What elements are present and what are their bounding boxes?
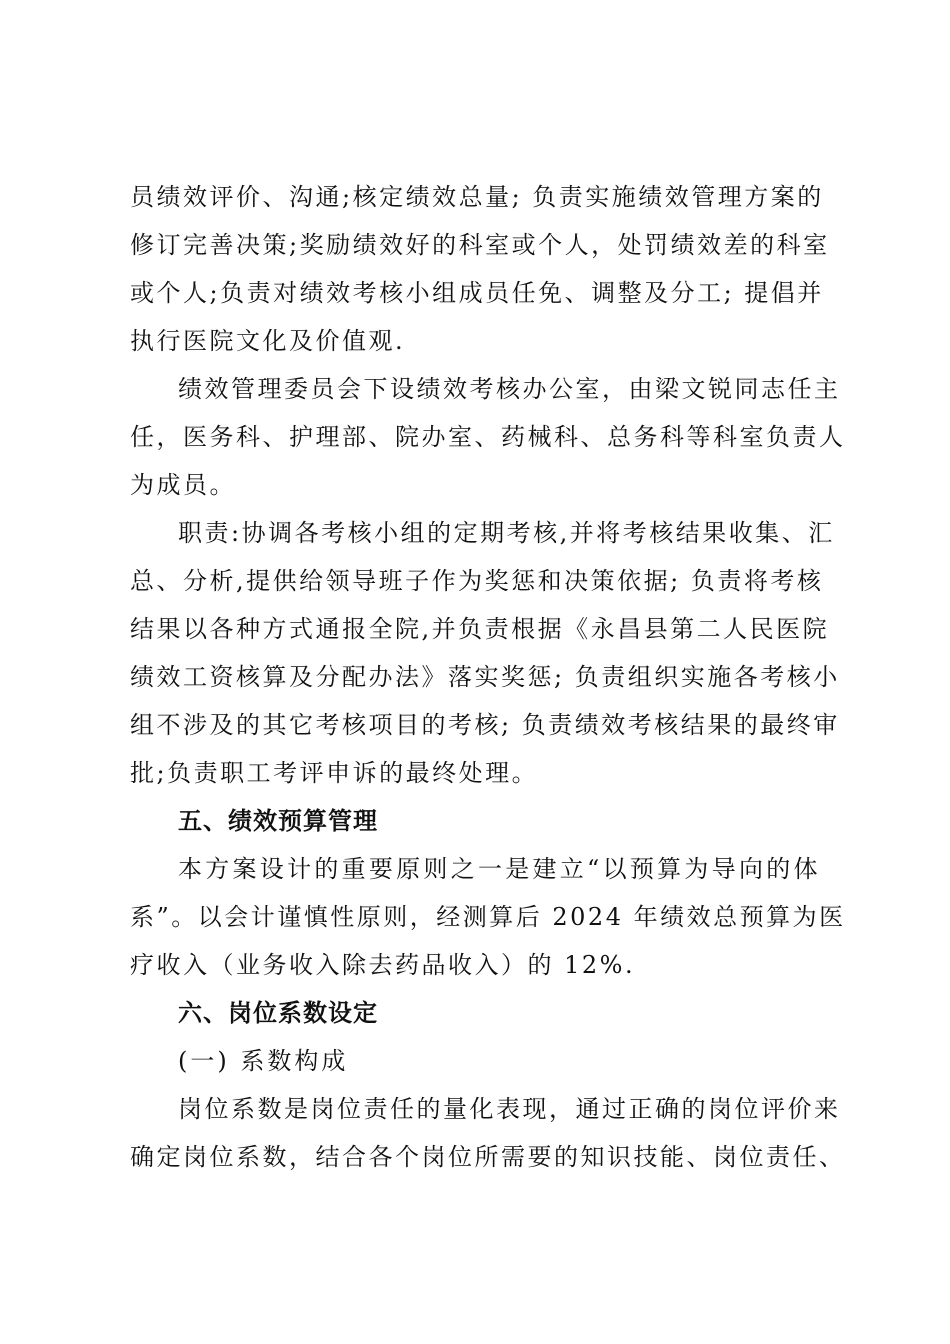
text-line: 岗位系数是岗位责任的量化表现，通过正确的岗位评价来 <box>178 1095 841 1123</box>
text-line: 绩效工资核算及分配办法》落实奖惩; 负责组织实施各考核小 <box>130 663 840 691</box>
text-line: 总、分析,提供给领导班子作为奖惩和决策依据; 负责将考核 <box>130 567 824 595</box>
text-line: 职责:协调各考核小组的定期考核,并将考核结果收集、汇 <box>178 519 835 547</box>
section-heading: 六、岗位系数设定 <box>178 999 378 1027</box>
section-heading: 五、绩效预算管理 <box>178 807 378 835</box>
text-line: 组不涉及的其它考核项目的考核; 负责绩效考核结果的最终审 <box>130 711 840 739</box>
text-line: 执行医院文化及价值观. <box>130 327 406 355</box>
text-line: 为成员。 <box>130 471 236 499</box>
text-line: 本方案设计的重要原则之一是建立“以预算为导向的体 <box>178 855 820 883</box>
text-line: 员绩效评价、沟通;核定绩效总量; 负责实施绩效管理方案的 <box>130 183 824 211</box>
text-line: 确定岗位系数，结合各个岗位所需要的知识技能、岗位责任、 <box>130 1143 846 1171</box>
text-line: 系”。以会计谨慎性原则，经测算后 2024 年绩效总预算为医 <box>130 903 846 931</box>
subsection-heading: (一) 系数构成 <box>178 1047 349 1075</box>
text-line: 任，医务科、护理部、院办室、药械科、总务科等科室负责人 <box>130 423 846 451</box>
text-line: 或个人;负责对绩效考核小组成员任免、调整及分工; 提倡并 <box>130 279 824 307</box>
text-line: 结果以各种方式通报全院,并负责根据《永昌县第二人民医院 <box>130 615 830 643</box>
text-line: 批;负责职工考评申诉的最终处理。 <box>130 759 539 787</box>
text-line: 疗收入（业务收入除去药品收入）的 12%. <box>130 951 636 979</box>
text-line: 修订完善决策;奖励绩效好的科室或个人，处罚绩效差的科室 <box>130 231 830 259</box>
text-line: 绩效管理委员会下设绩效考核办公室，由梁文锐同志任主 <box>178 375 841 403</box>
